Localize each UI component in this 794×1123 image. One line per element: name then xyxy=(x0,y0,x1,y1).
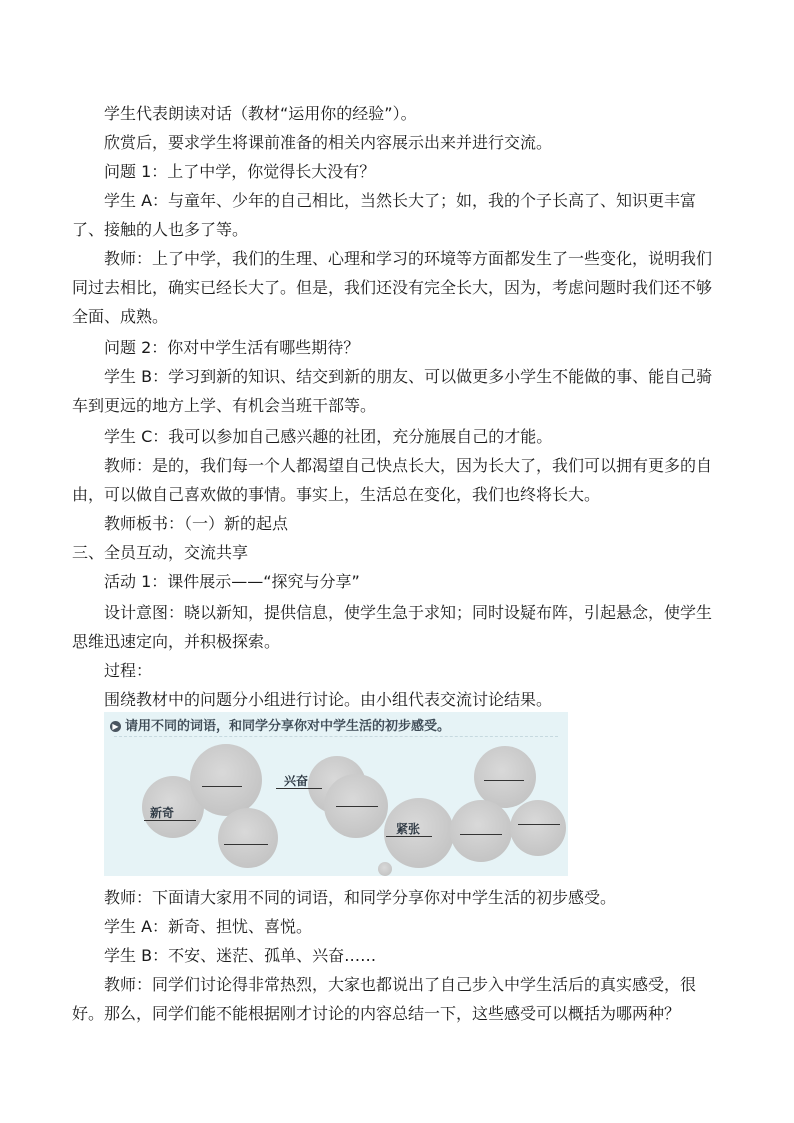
paragraph: 活动 1：课件展示——“探究与分享” xyxy=(104,572,360,591)
blank-line xyxy=(518,824,560,825)
figure-word: 兴奋 xyxy=(284,774,309,788)
blank-line xyxy=(144,820,196,821)
bubble xyxy=(450,800,512,862)
paragraph-continuation: 好。那么，同学们能不能根据刚才讨论的内容总结一下，这些感受可以概括为哪两种？ xyxy=(72,1004,681,1023)
blank-line xyxy=(224,844,268,845)
paragraph-continuation: 同过去相比，确实已经长大了。但是，我们还没有完全长大，因为，考虑问题时我们还不够 xyxy=(72,278,713,297)
paragraph: 学生 B：学习到新的知识、结交到新的朋友、可以做更多小学生不能做的事、能自己骑 xyxy=(104,367,713,386)
bubble xyxy=(218,808,278,868)
bubble xyxy=(190,744,262,816)
paragraph-continuation: 思维迅速定向，并积极探索。 xyxy=(72,632,281,651)
paragraph: 问题 1：上了中学，你觉得长大没有？ xyxy=(104,162,376,181)
paragraph: 教师板书：（一）新的起点 xyxy=(104,514,289,533)
paragraph: 学生 B：不安、迷茫、孤单、兴奋…… xyxy=(104,946,377,965)
paragraph: 过程： xyxy=(104,661,153,680)
blank-line xyxy=(386,836,432,837)
faded-text-line xyxy=(114,736,558,749)
paragraph: 教师：是的，我们每一个人都渴望自己快点长大，因为长大了，我们可以拥有更多的自 xyxy=(104,456,713,475)
paragraph: 围绕教材中的问题分小组进行讨论。由小组代表交流讨论结果。 xyxy=(104,690,553,709)
figure-word: 紧张 xyxy=(396,822,421,836)
paragraph: 学生 A：与童年、少年的自己相比，当然长大了；如，我的个子长高了、知识更丰富 xyxy=(104,191,697,210)
bubble xyxy=(510,800,566,856)
paragraph: 学生代表朗读对话（教材“运用你的经验”）。 xyxy=(104,104,417,123)
paragraph-continuation: 由，可以做自己喜欢做的事情。事实上，生活总在变化，我们也终将长大。 xyxy=(72,485,601,504)
bubble xyxy=(378,862,392,876)
blank-line xyxy=(276,788,322,789)
figure-caption: ▶ 请用不同的词语，和同学分享你对中学生活的初步感受。 xyxy=(110,715,450,734)
paragraph: 欣赏后，要求学生将课前准备的相关内容展示出来并进行交流。 xyxy=(104,133,553,152)
paragraph-continuation: 全面、成熟。 xyxy=(72,307,169,326)
paragraph: 教师：上了中学，我们的生理、心理和学习的环境等方面都发生了一些变化，说明我们 xyxy=(104,249,713,268)
paragraph-continuation: 车到更远的地方上学、有机会当班干部等。 xyxy=(72,396,377,415)
paragraph-continuation: 了、接触的人也多了等。 xyxy=(72,220,249,239)
textbook-figure xyxy=(104,712,568,876)
paragraph: 学生 C：我可以参加自己感兴趣的社团，充分施展自己的才能。 xyxy=(104,427,553,446)
paragraph: 学生 A：新奇、担忧、喜悦。 xyxy=(104,917,313,936)
bubble xyxy=(474,746,536,808)
section-heading: 三、全员互动，交流共享 xyxy=(72,543,249,562)
paragraph: 问题 2：你对中学生活有哪些期待？ xyxy=(104,338,360,357)
paragraph: 教师：下面请大家用不同的词语，和同学分享你对中学生活的初步感受。 xyxy=(104,888,617,907)
blank-line xyxy=(202,786,242,787)
blank-line xyxy=(336,806,378,807)
blank-line xyxy=(460,834,502,835)
paragraph: 教师：同学们讨论得非常热烈，大家也都说出了自己步入中学生活后的真实感受，很 xyxy=(104,975,697,994)
blank-line xyxy=(484,780,524,781)
figure-word: 新奇 xyxy=(150,806,175,820)
paragraph: 设计意图：晓以新知，提供信息，使学生急于求知；同时设疑布阵，引起悬念，使学生 xyxy=(104,603,713,622)
play-arrow-icon: ▶ xyxy=(110,721,121,732)
